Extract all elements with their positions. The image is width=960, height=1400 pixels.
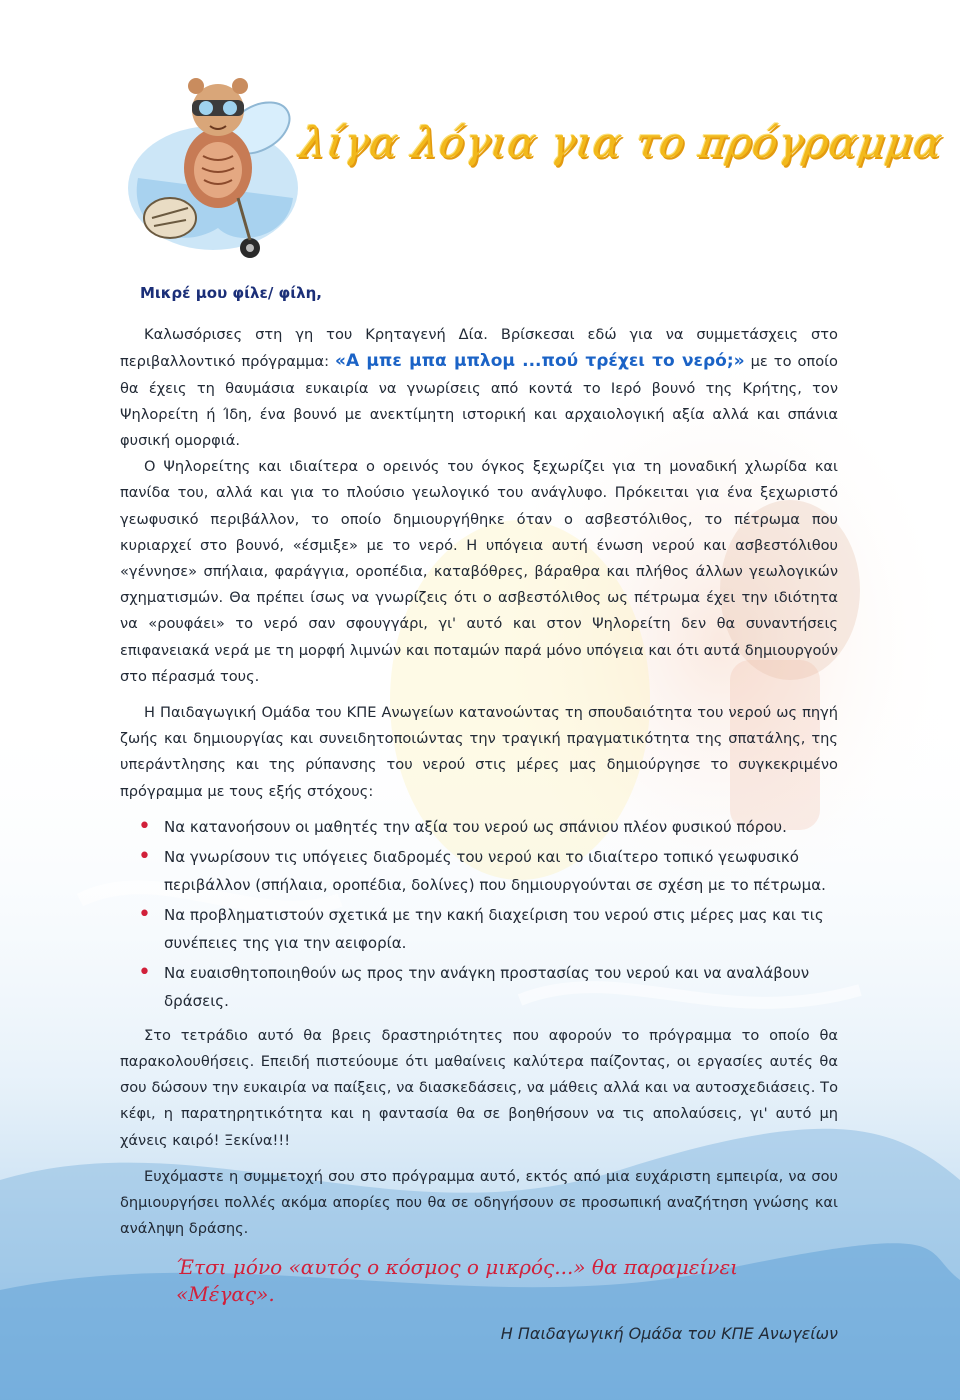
greeting: Μικρέ μου φίλε/ φίλη, <box>140 284 322 302</box>
list-item <box>136 813 838 841</box>
list-item <box>136 901 838 957</box>
paragraph-psiloritis: Ο Ψηλορείτης και ιδιαίτερα ο ορεινός του όγκος ξεχωρίζει για τη μοναδική χλωρίδα και πανίδα του, αλλά και για το πλούσιο γεωλογικό του ανάγλυφο. Πρόκειται για ένα ξεχωριστό γεωφυσικό περιβάλλον, το οποίο δημιουργήθηκε όταν ο ασβεστόλιθος, το πέτρωμα που κυριαρχεί στο βουνό, «έσμιξε» με το νερό. Η υπόγεια αυτή ένωση νερού και ασβεστόλιθου «γέννησε» σπήλαια, φαράγγια, οροπέδια, καταβόθρες, βάραθρα και πλήθος άλλων γεωλογικών σχηματισμών. Θα πρέπει ίσως να γνωρίζεις ότι ο ασβεστόλιθος ως πέτρωμα έχει την ιδιότητα να «ρουφάει» το νερό σαν σφουγγάρι, γι' αυτό και στον Ψηλορείτη δεν θα συναντήσεις επιφανειακά νερά με τη μορφή λιμνών και ποταμών παρά μόνο υπόγεια και ότι αυτά δημιουργούν στο πέρασμά τους. <box>120 458 838 685</box>
bullet-dot-icon: • <box>138 843 151 869</box>
list-item <box>136 959 838 1015</box>
bullet-dot-icon: • <box>138 813 151 839</box>
goal-text: Να ευαισθητοποιηθούν ως προς την ανάγκη προστασίας του νερού και να αναλάβουν δράσεις. <box>164 963 810 1010</box>
page-title: λίγα λόγια για το πρόγραμμα <box>296 118 946 167</box>
mascot-character-icon <box>118 48 308 263</box>
goal-text: Να προβληματιστούν σχετικά με την κακή διαχείριση του νερού στις μέρες μας και τις συνέπειες της για την αειφορία. <box>164 905 824 952</box>
goal-text: Να γνωρίσουν τις υπόγειες διαδρομές του νερού και το ιδιαίτερο τοπικό γεωφυσικό περιβάλλον (σπήλαια, οροπέδια, δολίνες) που δημιουργούνται σε σχέση με το πέτρωμα. <box>164 847 826 894</box>
paragraph-goals-intro: Η Παιδαγωγική Ομάδα του ΚΠΕ Ανωγείων κατανοώντας τη σπουδαιότητα του νερού ως πηγή ζωής και δημιουργίας και συνειδητοποιώντας την τραγική πραγματικότητα της σπατάλης, της υπεράντλησης και της ρύπανσης του νερού στις μέρες μας δημιούργησε το συγκεκριμένο πρόγραμμα με τους εξής στόχους: <box>120 704 838 800</box>
motto: Έτσι μόνο «αυτός ο κόσμος ο μικρός...» θα παραμείνει «Μέγας». <box>176 1255 739 1306</box>
paragraph-intro-part-a: Καλωσόρισες στη γη του Κρηταγενή Δία. Βρίσκεσαι εδώ για να συμμετάσχεις στο περιβαλλοντικό πρόγραμμα: <box>120 326 838 371</box>
bullet-dot-icon: • <box>138 959 151 985</box>
paragraph-workbook: Στο τετράδιο αυτό θα βρεις δραστηριότητες που αφορούν το πρόγραμμα το οποίο θα παρακολουθήσεις. Επειδή πιστεύουμε ότι μαθαίνεις καλύτερα παίζοντας, οι εργασίες αυτές θα σου δώσουν την ευκαιρία να παίξεις, να διασκεδάσεις, να μάθεις αλλά και να αυτοσχεδιάσεις. Το κέφι, η παρατηρητικότητα και η φαντασία θα σε βοηθήσουν να τις απολαύσεις, γι' αυτό μη χάνεις καιρό! Ξεκίνα!!! <box>120 1026 838 1149</box>
program-title: «Α μπε μπα μπλομ ...πού τρέχει το νερό;» <box>335 351 745 372</box>
paragraph-wishes: Ευχόμαστε η συμμετοχή σου στο πρόγραμμα αυτό, εκτός από μια ευχάριστη εμπειρία, να σου δημιουργήσει πολλές ακόμα απορίες που θα σε οδηγήσουν σε προσωπική αναζήτηση γνώσης και ανάληψη δράσης. <box>120 1167 838 1238</box>
goal-text: Να κατανοήσουν οι μαθητές την αξία του νερού ως σπάνιου πλέον φυσικού πόρου. <box>164 817 787 836</box>
paragraph-intro-part-b: με το οποίο θα έχεις τη θαυμάσια ευκαιρία να γνωρίσεις από κοντά το Ιερό βουνό της Κρήτης, τον Ψηλορείτη ή Ίδη, ένα βουνό με ανεκτίμητη ιστορική και αρχαιολογική αξία αλλά και σπάνια φυσική ομορφιά. <box>120 353 838 450</box>
signature: Η Παιδαγωγική Ομάδα του ΚΠΕ Ανωγείων <box>500 1323 838 1343</box>
bullet-dot-icon: • <box>138 901 151 927</box>
letter-body <box>120 280 838 1347</box>
paragraph-intro <box>120 322 838 454</box>
list-item <box>136 843 838 899</box>
goals-list <box>120 813 838 1015</box>
